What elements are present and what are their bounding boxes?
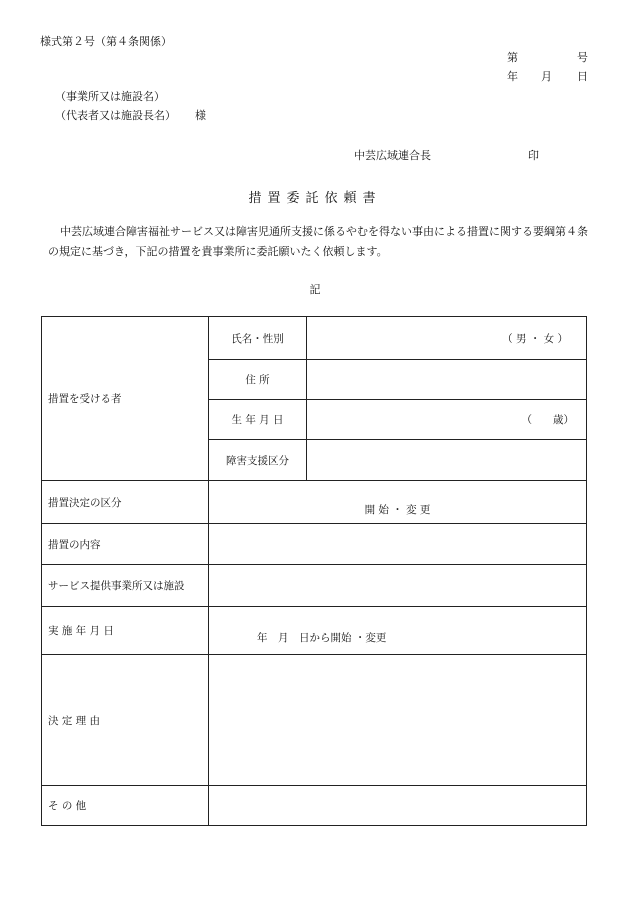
table-row: [42, 786, 587, 826]
impl-date-field[interactable]: [209, 607, 587, 655]
birthdate-field[interactable]: [307, 400, 587, 440]
service-field[interactable]: [209, 565, 587, 607]
reason-field[interactable]: [209, 655, 587, 786]
addressee-office: （事業所又は施設名）: [55, 90, 165, 103]
table-row: [42, 481, 587, 524]
other-field[interactable]: [209, 786, 587, 826]
issuer-name: 中芸広域連合長: [354, 149, 431, 162]
disability-label: 障害支援区分: [209, 440, 307, 481]
body-text: 中芸広域連合障害福祉サービス又は障害児通所支援に係るやむを得ない事由による措置に関する要綱第４条の規定に基づき，下記の措置を貴事業所に委託願いたく依頼します。: [48, 225, 588, 258]
content-field[interactable]: [209, 524, 587, 565]
name-sex-label: 氏名・性別: [209, 317, 307, 360]
category-field[interactable]: [209, 481, 587, 524]
category-options: 開 始 ・ 変 更: [364, 503, 431, 516]
impl-date-value: 年 月 日から開始 ・変更: [257, 632, 387, 644]
address-label: 住 所: [209, 360, 307, 400]
service-label: サービス提供事業所又は施設: [42, 565, 209, 607]
document-title: 措置委託依頼書: [248, 191, 382, 206]
table-row: [42, 565, 587, 607]
category-label: 措置決定の区分: [42, 481, 209, 524]
address-field[interactable]: [307, 360, 587, 400]
form-number: 様式第２号（第４条関係）: [40, 35, 172, 48]
other-label: そ の 他: [42, 786, 209, 826]
number-prefix: 第: [507, 51, 518, 64]
form-table: [41, 316, 587, 826]
seal-mark: 印: [528, 149, 539, 162]
birthdate-label: 生 年 月 日: [209, 400, 307, 440]
recipient-label: 措置を受ける者: [42, 317, 209, 481]
table-row: [42, 607, 587, 655]
content-label: 措置の内容: [42, 524, 209, 565]
age-placeholder: （ 歳）: [521, 414, 574, 426]
table-row: [42, 524, 587, 565]
date-month: 月: [541, 70, 552, 83]
sex-options: （ 男 ・ 女 ）: [502, 332, 568, 345]
date-year: 年: [507, 70, 518, 83]
table-row: [42, 655, 587, 786]
disability-field[interactable]: [307, 440, 587, 481]
honorific: 様: [195, 109, 206, 122]
reason-label: 決 定 理 由: [42, 655, 209, 786]
number-suffix: 号: [577, 51, 588, 64]
table-row: [42, 317, 587, 360]
name-sex-field[interactable]: [307, 317, 587, 360]
impl-date-label: 実 施 年 月 日: [42, 607, 209, 655]
addressee-representative: （代表者又は施設長名）: [55, 109, 176, 122]
date-day: 日: [577, 70, 588, 83]
ki-mark: 記: [309, 283, 321, 296]
